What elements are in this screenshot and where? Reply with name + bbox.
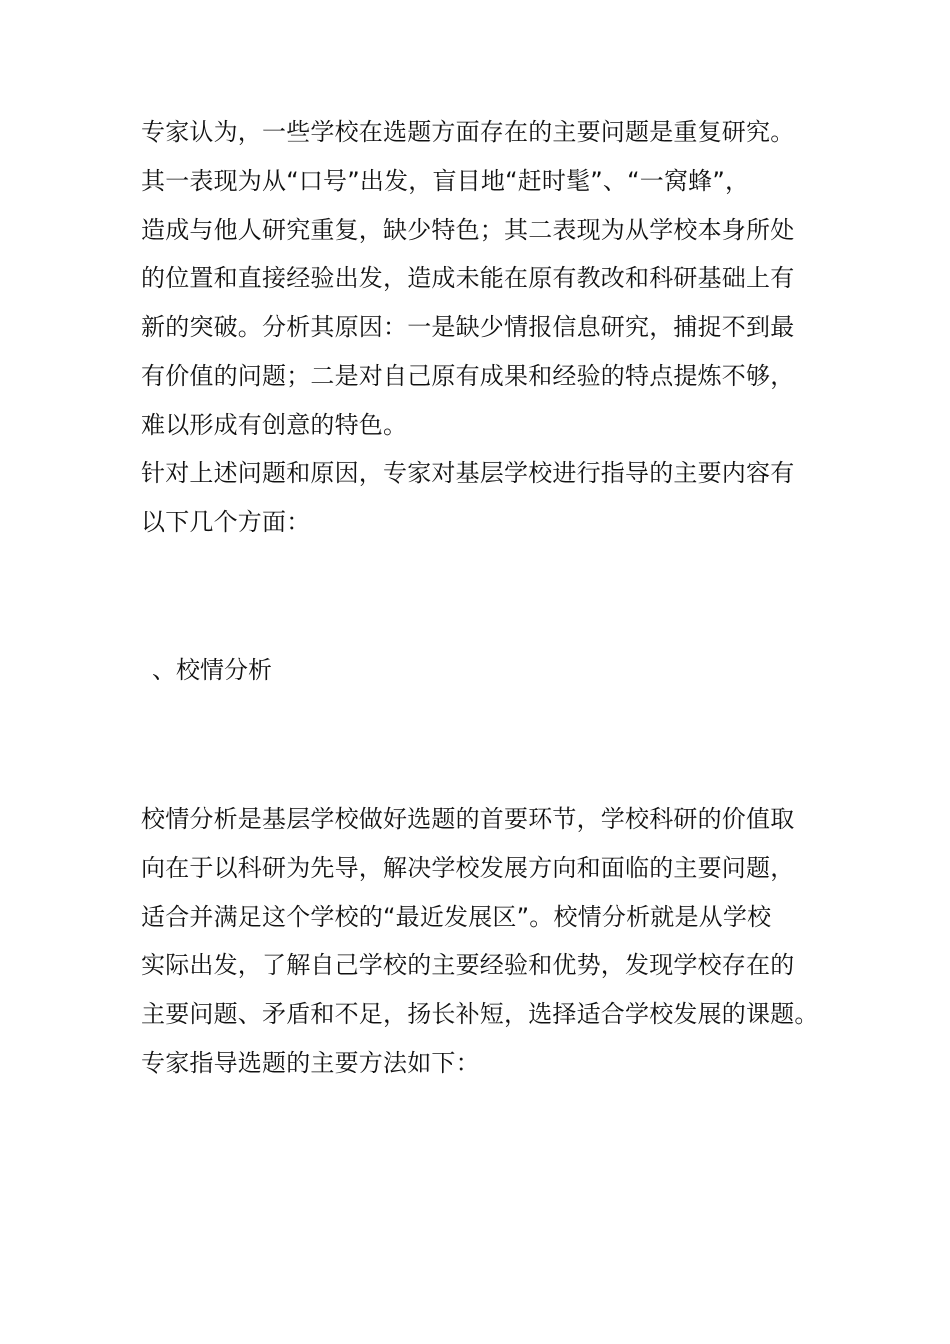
- paragraph-1-line-3: 造成与他人研究重复，缺少特色；其二表现为从学校本身所处: [141, 216, 795, 244]
- paragraph-1-line-4: 的位置和直接经验出发，造成未能在原有教改和科研基础上有: [141, 264, 795, 292]
- paragraph-3-line-6: 专家指导选题的主要方法如下：: [141, 1049, 480, 1077]
- paragraph-3-line-1: 校情分析是基层学校做好选题的首要环节，学校科研的价值取: [141, 805, 795, 833]
- paragraph-1-line-2: 其一表现为从“口号”出发，盲目地“赶时髦”、“一窝蜂”，: [141, 167, 750, 195]
- paragraph-3-line-3: 适合并满足这个学校的“最近发展区”。校情分析就是从学校: [141, 903, 772, 931]
- paragraph-2-line-1: 针对上述问题和原因，专家对基层学校进行指导的主要内容有: [141, 459, 795, 487]
- paragraph-3-line-5: 主要问题、矛盾和不足，扬长补短，选择适合学校发展的课题。: [141, 1000, 819, 1028]
- paragraph-1-line-5: 新的突破。分析其原因：一是缺少情报信息研究，捕捉不到最: [141, 313, 795, 341]
- paragraph-1-line-6: 有价值的问题；二是对自己原有成果和经验的特点提炼不够，: [141, 362, 795, 390]
- paragraph-1-line-1: 专家认为，一些学校在选题方面存在的主要问题是重复研究。: [141, 118, 795, 146]
- section-heading: 、校情分析: [152, 656, 272, 684]
- paragraph-2-line-2: 以下几个方面：: [141, 508, 311, 536]
- paragraph-3-line-2: 向在于以科研为先导，解决学校发展方向和面临的主要问题，: [141, 854, 795, 882]
- paragraph-3-line-4: 实际出发，了解自己学校的主要经验和优势，发现学校存在的: [141, 951, 795, 979]
- paragraph-1-line-7: 难以形成有创意的特色。: [141, 411, 408, 439]
